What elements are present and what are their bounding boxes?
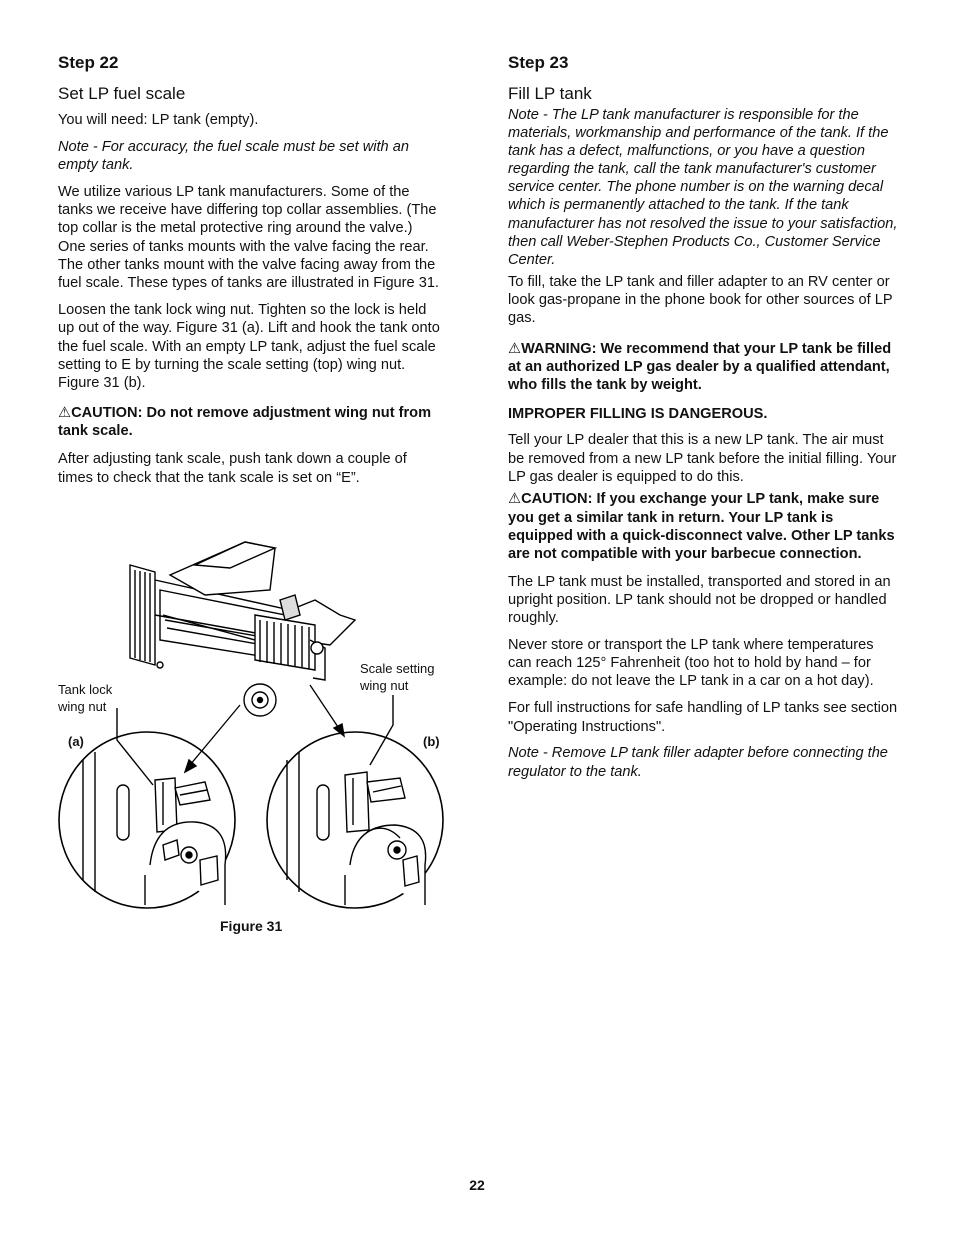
detail-b-label: (b) (423, 734, 440, 749)
step-23-para1: To fill, take the LP tank and filler adapter to an RV center or look gas-propane in the phone book for other sources of LP gas. (508, 273, 893, 327)
figure-31-illustration (55, 520, 455, 940)
step-23-heading: Step 23 (508, 53, 569, 72)
step-23-note2: Note - Remove LP tank filler adapter before connecting the regulator to the tank. (508, 745, 888, 780)
step-23-improper: IMPROPER FILLING IS DANGEROUS. (508, 405, 768, 422)
step-22-column (58, 52, 444, 495)
tank-lock-label: Tank lock wing nut (58, 682, 113, 714)
detail-a-label: (a) (68, 734, 84, 749)
page-number: 22 (469, 1177, 485, 1193)
step-23-warning (508, 340, 898, 395)
step-23-caution-text: CAUTION: If you exchange your LP tank, make sure you get a similar tank in return. Your LP tank is equipped with a quick-disconnect valve. Other LP tanks are not compatible with your barbecue connection. (508, 491, 895, 563)
grill-drawing (130, 542, 355, 716)
step-23-para3: The LP tank must be installed, transported and stored in an upright position. LP tank should not be dropped or handled roughly. (508, 573, 891, 627)
step-22-caution (58, 404, 444, 441)
step-23-para4: Never store or transport the LP tank where temperatures can reach 125° Fahrenheit (too hot to hold by hand – for example: do not leave the LP tank in a car on a hot day). (508, 636, 874, 690)
step-23-column (508, 52, 898, 789)
step-22-para2: Loosen the tank lock wing nut. Tighten so the lock is held up out of the way. Figure 31 (a). Lift and hook the tank onto the fuel scale. With an empty LP tank, adjust the fuel scale setting to E by turning the scale setting (top) wing nut. Figure 31 (b). (58, 302, 440, 392)
step-22-para1: We utilize various LP tank manufacturers. Some of the tanks we receive have differing top collar assemblies. (The top collar is the metal protective ring around the valve.) One series of tanks mounts with the valve facing the rear. The other tanks mount with the valve facing away from the fuel scale. These types of tanks are illustrated in Figure 31. (58, 183, 439, 292)
scale-setting-label: Scale setting wing nut (360, 661, 435, 693)
caution-icon: ⚠ (508, 491, 522, 508)
step-22-need: You will need: LP tank (empty). (58, 112, 259, 128)
detail-a-circle (59, 732, 235, 908)
figure-caption: Figure 31 (220, 918, 283, 934)
step-23-para5: For full instructions for safe handling of LP tanks see section "Operating Instructions". (508, 700, 898, 735)
detail-b-circle (267, 732, 443, 908)
step-23-para2: Tell your LP dealer that this is a new LP tank. The air must be removed from a new LP tank before the initial filling. Your LP gas dealer is equipped to do this. (508, 432, 897, 486)
caution-icon: ⚠ (58, 404, 72, 421)
step-22-caution-text: CAUTION: Do not remove adjustment wing nut from tank scale. (58, 404, 432, 439)
step-22-subheading: Set LP fuel scale (58, 84, 186, 103)
step-22-note: Note - For accuracy, the fuel scale must be set with an empty tank. (58, 138, 409, 174)
step-23-warning-text: WARNING: We recommend that your LP tank be filled at an authorized LP gas dealer by a qualified attendant, who fills the tank by weight. (508, 340, 892, 394)
step-22-heading: Step 22 (58, 53, 119, 72)
step-23-subheading: Fill LP tank (508, 84, 592, 103)
step-23-caution (508, 490, 898, 563)
step-22-para3: After adjusting tank scale, push tank down a couple of times to check that the tank scale is set on “E”. (58, 451, 407, 486)
step-23-note1: Note - The LP tank manufacturer is responsible for the materials, workmanship and performance of the tank. If the tank has a defect, malfunctions, or you have a question regarding the tank, call the tank manufacturer's customer service center. The phone number is on the warning decal which is permanently attached to the tank. If the tank manufacturer has not resolved the issue to your satisfaction, then call Weber-Stephen Products Co., Customer Service Center. (508, 107, 898, 268)
warning-icon: ⚠ (508, 340, 522, 357)
